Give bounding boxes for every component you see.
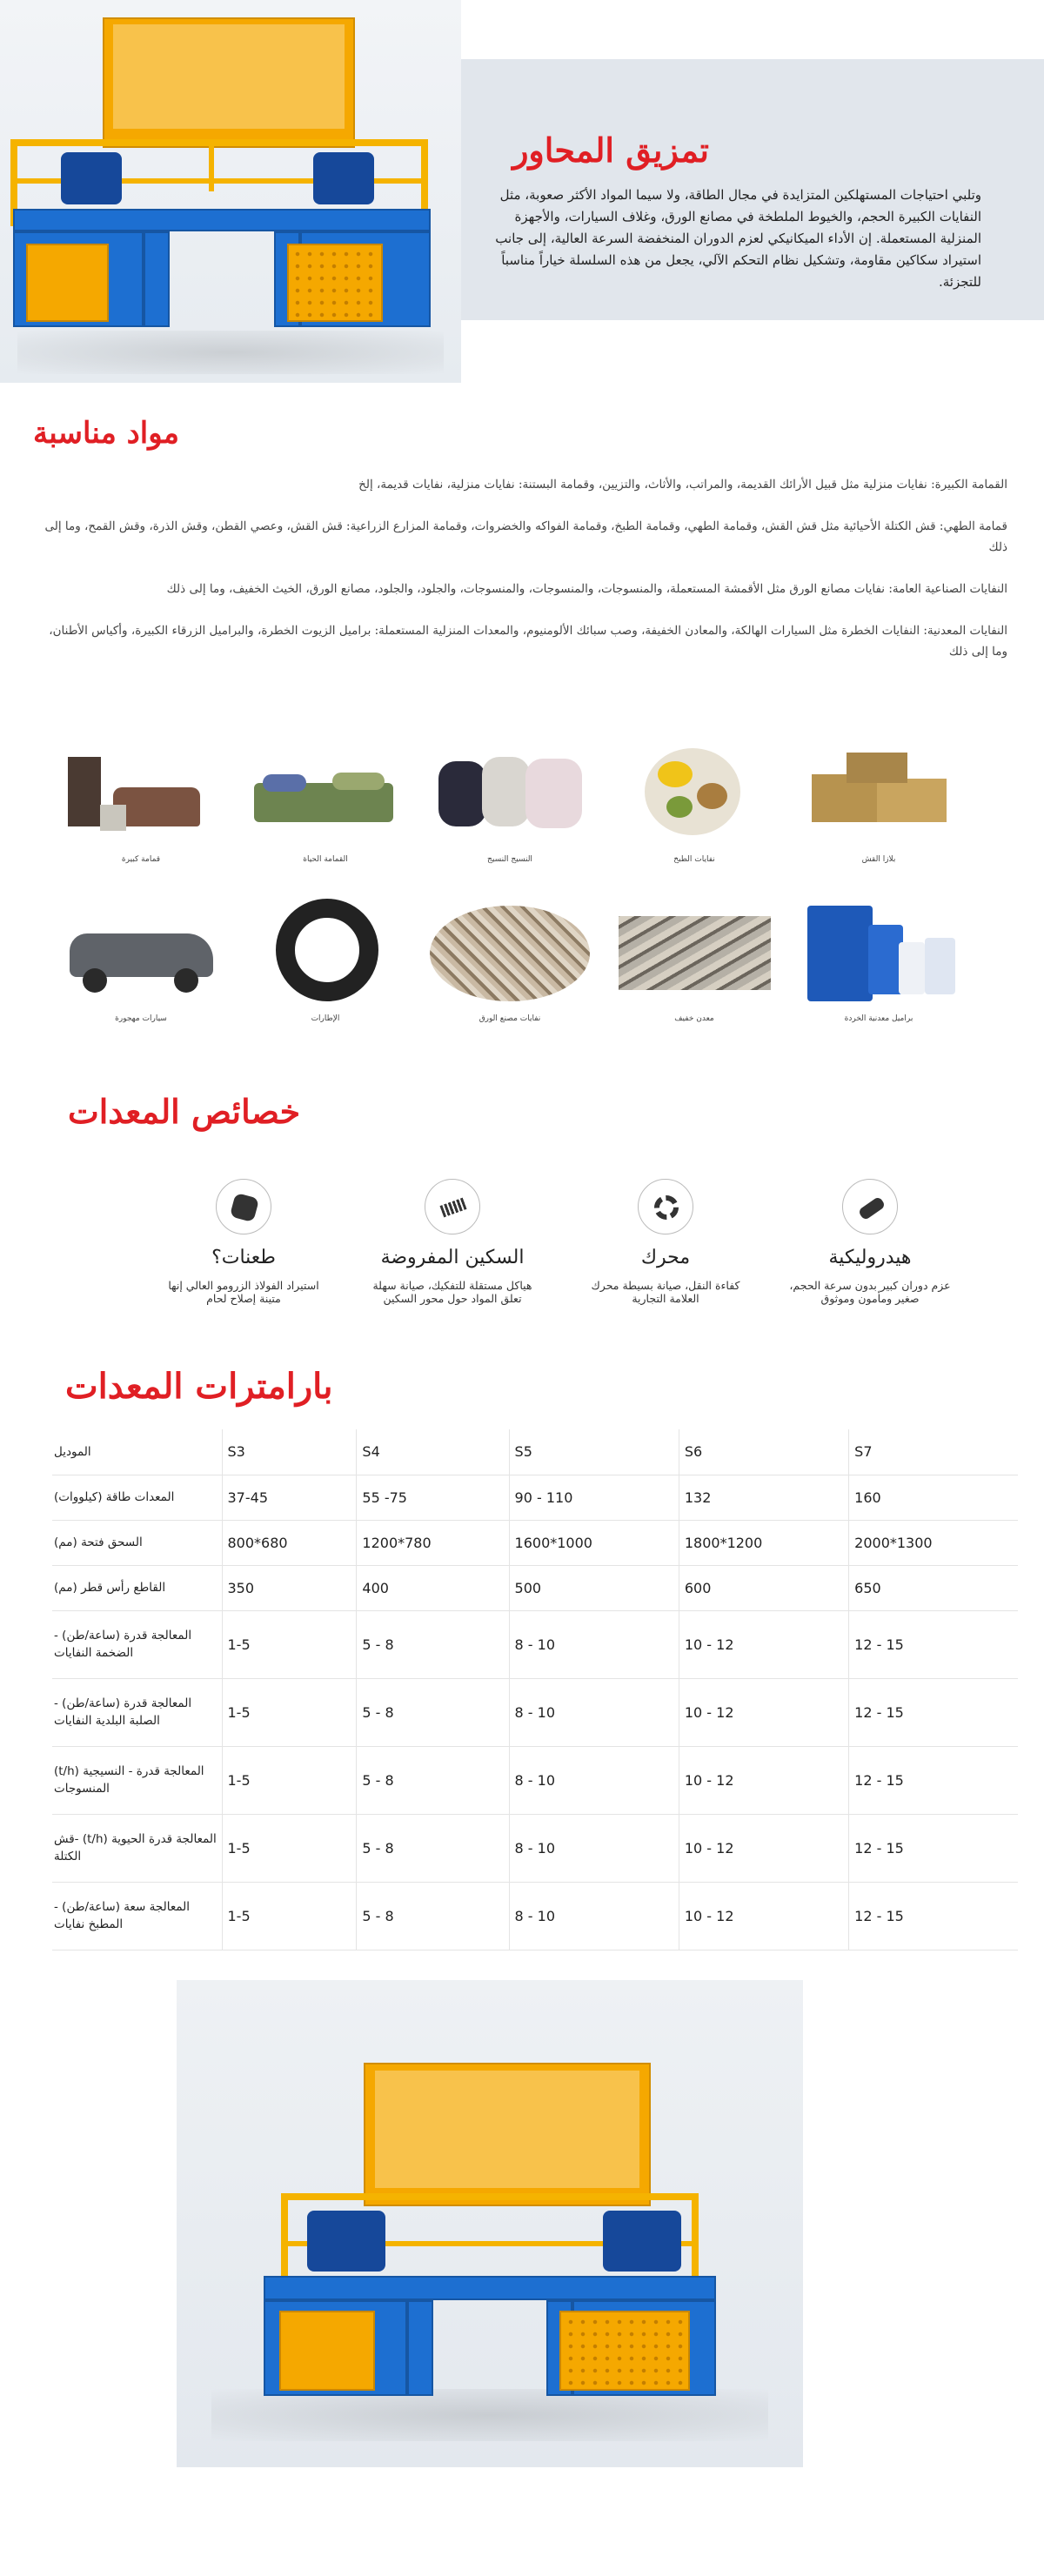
table-cell: 12 - 15 xyxy=(849,1882,1018,1950)
tire-image xyxy=(245,899,405,1007)
table-row xyxy=(52,1475,1018,1520)
light-metal-image xyxy=(614,899,774,1007)
feature-desc: كفاءة النقل، صيانة بسيطة محرك العلامة التجارية xyxy=(591,1279,740,1305)
table-cell: 400 xyxy=(357,1565,509,1610)
knife-icon xyxy=(425,1179,480,1234)
table-cell: S5 xyxy=(509,1429,679,1475)
metal-barrels-image xyxy=(799,899,959,1007)
table-row xyxy=(52,1520,1018,1565)
gallery-item xyxy=(61,899,221,1023)
table-cell: 5 - 8 xyxy=(357,1678,509,1746)
textile-bags-image xyxy=(430,739,590,848)
materials-list xyxy=(33,474,1007,683)
materials-item: القمامة الكبيرة: نفايات منزلية مثل قبيل الأرائك القديمة، والمراتب، والأثاث، والتزيين، وقمامة البستنة: نفايات منزلية، نفايات قديمة، إلخ xyxy=(358,478,1007,492)
table-cell: 10 - 12 xyxy=(679,1882,848,1950)
table-cell: 500 xyxy=(509,1565,679,1610)
table-cell: 1-5 xyxy=(222,1610,357,1678)
table-cell: S6 xyxy=(679,1429,848,1475)
gallery-caption: معدن خفيف xyxy=(674,1014,714,1023)
table-cell: 132 xyxy=(679,1475,848,1520)
gallery-item xyxy=(245,739,405,864)
table-cell: - (ساعة/طن) المعالجة سعة المطبخ نفايات xyxy=(52,1882,222,1950)
feature-desc: استيراد الفولاذ الزرومو العالي إنها متينة إصلاح لحام xyxy=(168,1279,319,1305)
gallery-caption: براميل معدنية الخردة xyxy=(844,1014,914,1023)
table-cell: S4 xyxy=(357,1429,509,1475)
gallery-item xyxy=(799,739,959,864)
scrap-car-image xyxy=(61,899,221,1007)
gallery-caption: الإطارات xyxy=(311,1014,340,1023)
table-cell: 1800*1200 xyxy=(679,1520,848,1565)
gallery-item xyxy=(799,899,959,1023)
materials-title: مواد مناسبة xyxy=(33,416,180,451)
paper-waste-image xyxy=(430,899,590,1007)
table-cell: 10 - 12 xyxy=(679,1746,848,1814)
table-cell: 12 - 15 xyxy=(849,1610,1018,1678)
feature-item xyxy=(157,1179,331,1305)
table-cell: 12 - 15 xyxy=(849,1746,1018,1814)
feature-name: طعنات؟ xyxy=(211,1247,276,1268)
table-cell: 5 - 8 xyxy=(357,1814,509,1882)
table-cell: 10 - 12 xyxy=(679,1678,848,1746)
table-cell: 800*680 xyxy=(222,1520,357,1565)
table-cell: - (ساعة/طن) المعالجة قدرة الضخمة النفايات xyxy=(52,1610,222,1678)
shredder-machine-image xyxy=(0,0,461,383)
gallery-caption: سيارات مهجورة xyxy=(115,1014,167,1023)
table-cell: 650 xyxy=(849,1565,1018,1610)
table-cell: 2000*1300 xyxy=(849,1520,1018,1565)
table-cell: 1-5 xyxy=(222,1678,357,1746)
table-cell: (t/h) المعالجة قدرة - النسيجية المنسوجات xyxy=(52,1746,222,1814)
specs-title: بارامترات المعدات xyxy=(65,1366,333,1407)
table-row xyxy=(52,1814,1018,1882)
table-cell: 8 - 10 xyxy=(509,1814,679,1882)
specs-table xyxy=(52,1429,1018,1950)
materials-gallery xyxy=(61,739,983,1023)
table-row xyxy=(52,1565,1018,1610)
gallery-caption: القمامة الحياة xyxy=(303,855,348,864)
table-cell: (مم) السحق فتحة xyxy=(52,1520,222,1565)
table-cell: 10 - 12 xyxy=(679,1610,848,1678)
gallery-item xyxy=(61,739,221,864)
features-list xyxy=(157,1179,957,1335)
gallery-caption: بلازا القش xyxy=(861,855,896,864)
table-cell: - (ساعة/طن) المعالجة قدرة الصلبة البلدية النفايات xyxy=(52,1678,222,1746)
table-cell: 8 - 10 xyxy=(509,1746,679,1814)
gallery-item xyxy=(614,899,774,1023)
table-cell: 1200*780 xyxy=(357,1520,509,1565)
garbage-bins-image xyxy=(245,739,405,848)
table-row xyxy=(52,1746,1018,1814)
table-cell: 8 - 10 xyxy=(509,1678,679,1746)
table-cell: 350 xyxy=(222,1565,357,1610)
table-cell: قش- (t/h) المعالجة قدرة الحيوية الكتلة xyxy=(52,1814,222,1882)
feature-desc: هياكل مستقلة للتفكيك، صيانة سهلة تعلق المواد حول محور السكين xyxy=(372,1279,532,1305)
table-cell: 90 - 110 xyxy=(509,1475,679,1520)
gallery-item xyxy=(245,899,405,1023)
kitchen-waste-image xyxy=(614,739,774,848)
gallery-item xyxy=(430,739,590,864)
gallery-item xyxy=(430,899,590,1023)
table-cell: 1-5 xyxy=(222,1882,357,1950)
feature-item xyxy=(783,1179,957,1305)
feature-name: محرك xyxy=(640,1247,691,1268)
table-cell: 1-5 xyxy=(222,1814,357,1882)
gallery-caption: نفايات الطبخ xyxy=(673,855,715,864)
table-row xyxy=(52,1678,1018,1746)
table-cell: 8 - 10 xyxy=(509,1882,679,1950)
gallery-caption: قمامة كبيرة xyxy=(121,855,161,864)
features-title: خصائص المعدات xyxy=(68,1092,301,1131)
table-cell: 12 - 15 xyxy=(849,1814,1018,1882)
straw-bales-image xyxy=(799,739,959,848)
gear-icon xyxy=(638,1179,693,1234)
feature-name: السكين المفروضة xyxy=(380,1247,525,1268)
table-cell: 160 xyxy=(849,1475,1018,1520)
materials-item: النفايات الصناعية العامة: نفايات مصانع الورق مثل الأقمشة المستعملة، والمنسوجات، والمنسوجات، والمنسوجات، والجلود، والجلود، مصانع الورق، الخيث الخفيف، وما إلى ذلك xyxy=(166,582,1007,596)
hero-section xyxy=(0,0,1044,383)
feature-item xyxy=(579,1179,753,1305)
feature-name: هيدروليكية xyxy=(828,1247,912,1268)
hero-description: وتلبي احتياجات المستهلكين المتزايدة في مجال الطاقة، ولا سيما المواد الأكثر صعوبة، مثل النفايات الكبيرة الحجم، والخيوط الملطخة في مصانع الورق، وغلاف السيارات، والأجهزة المنزلية المستعملة. إن الأداء الميكانيكي لعزم الدوران المنخفضة السرعة العالية، إلى جانب استيراد سكاكين مقاومة، وتشكيل نظام التحكم الآلي، يجعل من هذه السلسلة خياراً مناسباً للتجزئة. xyxy=(495,187,981,290)
table-cell: 10 - 12 xyxy=(679,1814,848,1882)
table-cell: 5 - 8 xyxy=(357,1610,509,1678)
table-cell: 12 - 15 xyxy=(849,1678,1018,1746)
hydraulic-icon xyxy=(842,1179,898,1234)
table-cell: الموديل xyxy=(52,1429,222,1475)
table-cell: 5 - 8 xyxy=(357,1882,509,1950)
materials-item: النفايات المعدنية: النفايات الخطرة مثل السيارات الهالكة، والمعادن الخفيفة، وصب سبائك الألومنيوم، والمعدات المنزلية المستعملة: براميل الزيوت الخطرة، والبراميل الزرقاء الكبيرة، وأكياس الأطنان، وما إلى ذلك xyxy=(49,624,1007,659)
table-cell: (مم) القاطع رأس قطر xyxy=(52,1565,222,1610)
gallery-item xyxy=(614,739,774,864)
hero-title: تمزيق المحاور xyxy=(512,130,709,170)
feature-desc: عزم دوران كبير بدون سرعة الحجم، صغير ومأمون وموثوق xyxy=(789,1279,951,1305)
table-cell: S3 xyxy=(222,1429,357,1475)
table-cell: S7 xyxy=(849,1429,1018,1475)
table-cell: 1600*1000 xyxy=(509,1520,679,1565)
furniture-image xyxy=(61,739,221,848)
feature-item xyxy=(365,1179,539,1305)
table-cell: 55 -75 xyxy=(357,1475,509,1520)
table-row xyxy=(52,1882,1018,1950)
table-cell: 37-45 xyxy=(222,1475,357,1520)
gallery-caption: النسيج النسيج xyxy=(487,855,532,864)
table-cell: (كيلووات) المعدات طاقة xyxy=(52,1475,222,1520)
materials-item: قمامة الطهي: قش الكتلة الأحيائية مثل قش القش، وقمامة الطهي، وقمامة الطبخ، وقمامة الفواكه والخضروات، وقمامة المزارع الزراعية: قش القش، وعصي القطن، وقش الذرة، وقش القمح، وما إلى ذلك xyxy=(44,519,1007,554)
table-cell: 8 - 10 xyxy=(509,1610,679,1678)
table-row xyxy=(52,1429,1018,1475)
table-cell: 1-5 xyxy=(222,1746,357,1814)
blade-icon xyxy=(216,1179,271,1234)
shredder-machine-photo xyxy=(177,1980,803,2467)
table-row xyxy=(52,1610,1018,1678)
table-cell: 5 - 8 xyxy=(357,1746,509,1814)
gallery-caption: نفايات مصنع الورق xyxy=(478,1014,541,1023)
table-cell: 600 xyxy=(679,1565,848,1610)
